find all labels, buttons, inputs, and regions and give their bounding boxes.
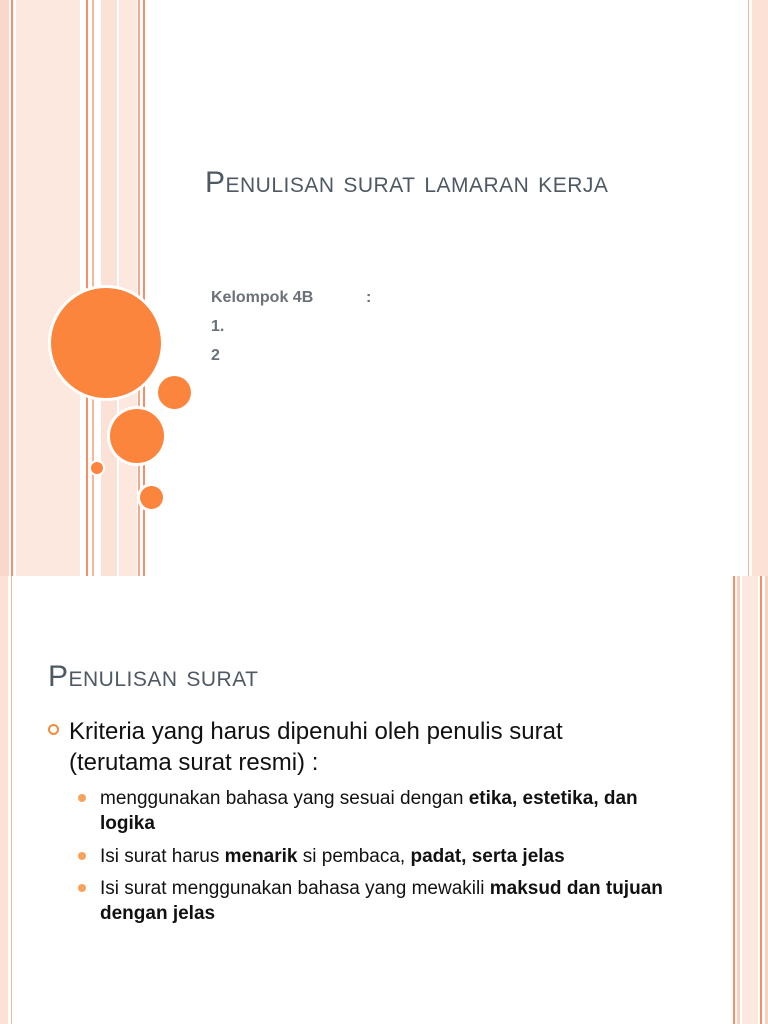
decorative-circle (158, 376, 191, 409)
decorative-stripe (11, 0, 13, 576)
decorative-circle-large (51, 288, 161, 398)
decorative-circle (110, 409, 164, 463)
sub-bullet-item (78, 876, 678, 926)
bullet-text: Kriteria yang harus dipenuhi oleh penulis surat (terutama surat resmi) : (69, 718, 563, 776)
decorative-stripe (748, 0, 749, 576)
decorative-stripe (0, 576, 8, 1024)
content-slide (0, 576, 768, 1024)
decorative-circle-small (91, 462, 103, 474)
dot-bullet-icon (78, 884, 86, 892)
decorative-stripe (11, 576, 12, 1024)
decorative-stripe (0, 0, 9, 576)
decorative-stripe (86, 0, 88, 576)
sub-bullet-item (78, 786, 678, 836)
decorative-stripe (760, 576, 762, 1024)
decorative-stripe (752, 0, 768, 576)
decorative-circle (140, 486, 163, 509)
sub-bullet-text: menggunakan bahasa yang sesuai dengan etika, estetika, dan logika (100, 788, 638, 834)
slide-title: Penulisan surat (48, 660, 259, 693)
decorative-stripe (138, 0, 140, 576)
slide-title: Penulisan surat lamaran kerja (205, 166, 609, 199)
group-label: Kelompok 4B (211, 289, 314, 306)
member-1: 1. (211, 318, 225, 335)
sub-bullet-item (78, 844, 678, 869)
decorative-stripe (119, 0, 137, 576)
sub-bullet-text: Isi surat harus menarik si pembaca, padat, serta jelas (100, 846, 565, 867)
decorative-stripe (733, 576, 735, 1024)
group-colon: : (366, 289, 372, 306)
dot-bullet-icon (78, 794, 86, 802)
decorative-stripe (16, 0, 80, 576)
decorative-stripe (742, 576, 758, 1024)
member-2: 2 (211, 347, 220, 364)
decorative-stripe (92, 0, 94, 576)
ring-bullet-icon (48, 724, 59, 735)
decorative-stripe (737, 576, 740, 1024)
sub-bullet-text: Isi surat menggunakan bahasa yang mewakili maksud dan tujuan dengan jelas (100, 878, 663, 924)
bullet-item (48, 716, 668, 778)
dot-bullet-icon (78, 852, 86, 860)
